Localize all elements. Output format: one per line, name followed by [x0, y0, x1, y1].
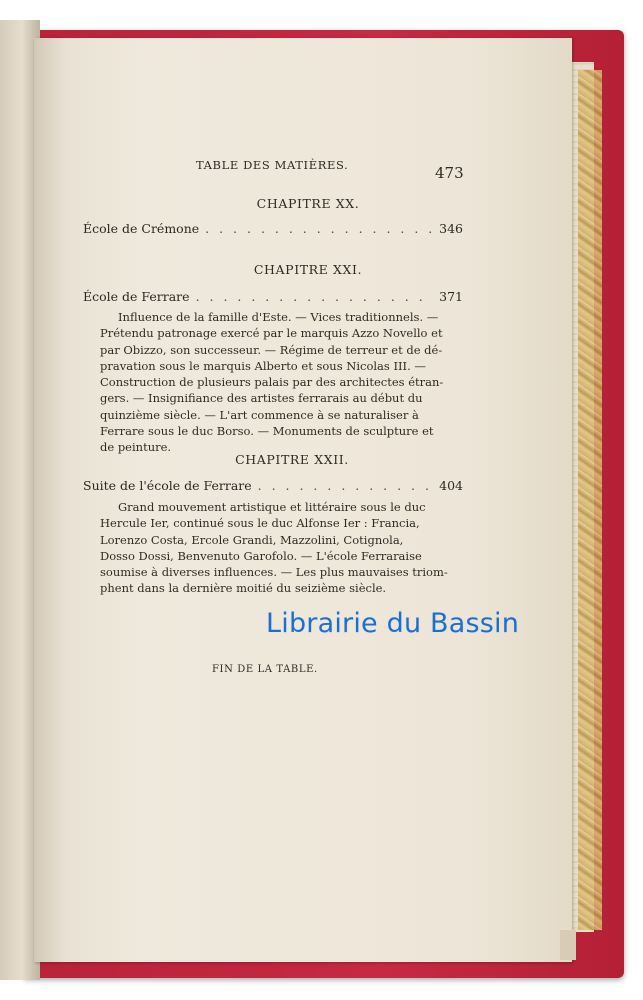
toc-entry-ecole-de-ferrare: [83, 289, 463, 304]
summary-line: de peinture.: [100, 440, 172, 455]
toc-entry-ecole-de-cremone: [83, 221, 463, 236]
summary-line: pravation sous le marquis Alberto et sous Nicolas III. —: [100, 358, 426, 373]
summary-line: Lorenzo Costa, Ercole Grandi, Mazzolini, Cotignola,: [100, 532, 404, 547]
chapter-heading-xxi: CHAPITRE XXI.: [253, 262, 363, 277]
summary-line: Prétendu patronage exercé par le marquis Azzo Novello et: [100, 326, 443, 341]
dot-leader: [196, 289, 434, 304]
page-number: 473: [435, 164, 464, 182]
chapter-xxi-summary: [100, 309, 460, 456]
summary-line: Grand mouvement artistique et littéraire sous le duc: [118, 500, 426, 514]
toc-entry-title: École de Crémone: [83, 221, 200, 236]
dot-leader: [205, 221, 433, 236]
summary-line: phent dans la dernière moitié du seizième siècle.: [100, 581, 387, 596]
page-corner: [560, 930, 576, 960]
chapter-heading-xx: CHAPITRE XX.: [256, 196, 360, 211]
summary-line: gers. — Insignifiance des artistes ferrarais au début du: [100, 391, 423, 406]
toc-entry-title: École de Ferrare: [83, 289, 190, 304]
summary-line: par Obizzo, son successeur. — Régime de terreur et de dé-: [100, 342, 443, 357]
toc-entry-page: 404: [439, 478, 463, 493]
summary-line: soumise à diverses influences. — Les plus mauvaises triom-: [100, 565, 448, 580]
chapter-heading-xxii: CHAPITRE XXII.: [235, 452, 349, 467]
end-of-table: FIN DE LA TABLE.: [212, 664, 318, 675]
dot-leader: [258, 478, 434, 493]
toc-entry-page: 346: [439, 221, 463, 236]
summary-line: Construction de plusieurs palais par des architectes étran-: [100, 375, 444, 390]
marbled-endpaper: [578, 70, 602, 930]
summary-line: quinzième siècle. — L'art commence à se naturaliser à: [100, 407, 419, 422]
toc-entry-page: 371: [439, 289, 463, 304]
summary-line: Ferrare sous le duc Borso. — Monuments de sculpture et: [100, 424, 434, 439]
running-title: TABLE DES MATIÈRES.: [196, 158, 349, 172]
toc-entry-suite-ecole-de-ferrare: [83, 478, 463, 493]
chapter-xxii-summary: [100, 499, 460, 597]
summary-line: Influence de la famille d'Este. — Vices traditionnels. —: [118, 310, 439, 324]
summary-line: Hercule Ier, continué sous le duc Alfonse Ier : Francia,: [100, 516, 420, 531]
summary-line: Dosso Dossi, Benvenuto Garofolo. — L'école Ferraraise: [100, 548, 422, 563]
toc-entry-title: Suite de l'école de Ferrare: [83, 478, 252, 493]
bookseller-watermark: Librairie du Bassin: [266, 608, 520, 639]
